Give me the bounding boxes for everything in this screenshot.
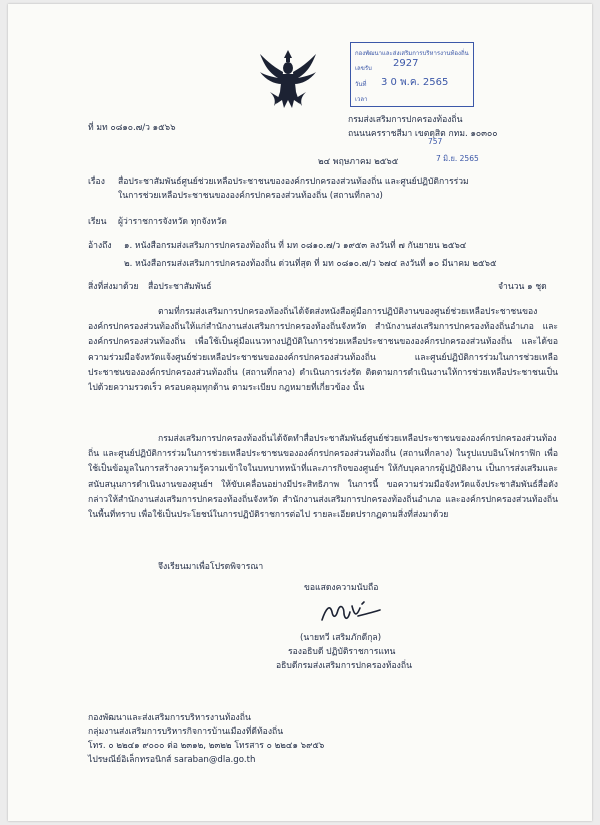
subject-line1: สื่อประชาสัมพันธ์ศูนย์ช่วยเหลือประชาชนขององค์กรปกครองส่วนท้องถิ่น และศูนย์ปฏิบัติการร่วม xyxy=(118,177,469,187)
subject-line2: ในการช่วยเหลือประชาชนขององค์กรปกครองส่วนท้องถิ่น (สถานที่กลาง) xyxy=(118,191,383,201)
stamp-org: กองพัฒนาและส่งเสริมการบริหารงานท้องถิ่น xyxy=(355,50,469,57)
signer-name: (นายทวี เสริมภักดีกุล) xyxy=(300,633,382,643)
footer-group: กลุ่มงานส่งเสริมการบริหารกิจการบ้านเมืองที่ดีท้องถิ่น xyxy=(88,727,284,737)
enclosure-text: สื่อประชาสัมพันธ์ xyxy=(148,282,212,292)
regards: ขอแสดงความนับถือ xyxy=(304,583,379,593)
subject-label: เรื่อง xyxy=(88,177,105,187)
signer-title-2: อธิบดีกรมส่งเสริมการปกครองท้องถิ่น xyxy=(276,661,412,671)
stamp-date: 3 0 พ.ค. 2565 xyxy=(381,77,449,88)
ref-1: ๑. หนังสือกรมส่งเสริมการปกครองท้องถิ่น ที่ มท ๐๘๑๐.๗/ว ๑๙๕๓ ลงวันที่ ๗ กันยายน ๒๕๖๔ xyxy=(124,241,467,251)
stamp-time-label: เวลา xyxy=(355,96,368,103)
footer-email: ไปรษณีย์อิเล็กทรอนิกส์ saraban@dla.go.th xyxy=(88,755,256,765)
doc-date: ๒๔ พฤษภาคม ๒๕๖๕ xyxy=(318,157,399,167)
body-paragraph-2: กรมส่งเสริมการปกครองท้องถิ่นได้จัดทำสื่อประชาสัมพันธ์ศูนย์ช่วยเหลือประชาชนขององค์กรปกครองส่วนท้องถิ่น และศูนย์ปฏิบัติการร่วมในการช่วยเหลือประชาชนขององค์กรปกครองส่วนท้องถิ่น (สถานที่กลาง) ในรูปแบบอินโฟกราฟิก เพื่อใช้เป็นข้อมูลในการสร้างความรู้ความเข้าใจในบทบาทหน้าที่และภารกิจของศูนย์ฯ ให้กับบุคลากรผู้ปฏิบัติงาน เป็นการส่งเสริมและสนับสนุนการดำเนินงานของศูนย์ฯ ให้ขับเคลื่อนอย่างมีประสิทธิภาพ ในการนี้ ขอความร่วมมือจังหวัดแจ้งประชาสัมพันธ์สื่อดังกล่าวให้สำนักงานส่งเสริมการปกครองท้องถิ่นจังหวัด สำนักงานส่งเสริมการปกครองท้องถิ่นอำเภอ และองค์กรปกครองส่วนท้องถิ่นในพื้นที่ทราบ เพื่อใช้เป็นประโยชน์ในการปฏิบัติราชการต่อไป รายละเอียดปรากฏตามสิ่งที่ส่งมาด้วย xyxy=(88,434,558,521)
enclosure-qty: จำนวน ๑ ชุด xyxy=(498,282,547,292)
dept-address: ถนนนครราชสีมา เขตดุสิต กทม. ๑๐๓๐๐ xyxy=(348,129,498,139)
dept-name: กรมส่งเสริมการปกครองท้องถิ่น xyxy=(348,115,463,125)
receipt-stamp xyxy=(350,42,474,107)
stamp2-number: 757 xyxy=(428,137,443,146)
document-page xyxy=(8,4,592,821)
doc-number: ที่ มท ๐๘๑๐.๗/ว ๑๕๖๖ xyxy=(88,123,176,133)
stamp-number: 2927 xyxy=(393,58,419,69)
signer-title-1: รองอธิบดี ปฏิบัติราชการแทน xyxy=(288,647,396,657)
ref-2: ๒. หนังสือกรมส่งเสริมการปกครองท้องถิ่น ด่วนที่สุด ที่ มท ๐๘๑๐.๗/ว ๖๗๔ ลงวันที่ ๑๐ มีนาคม ๒๕๖๕ xyxy=(124,259,497,269)
garuda-emblem-icon xyxy=(258,48,318,112)
enclosure-label: สิ่งที่ส่งมาด้วย xyxy=(88,282,139,292)
to-label: เรียน xyxy=(88,217,107,227)
stamp-number-label: เลขรับ xyxy=(355,65,372,72)
stamp-date-label: วันที่ xyxy=(355,81,367,88)
signature-icon xyxy=(318,598,382,626)
stamp2-date: 7 มิ.ย. 2565 xyxy=(436,154,479,163)
body-paragraph-1: ตามที่กรมส่งเสริมการปกครองท้องถิ่นได้จัดส่งหนังสือคู่มือการปฏิบัติงานของศูนย์ช่วยเหลือประชาชนขององค์กรปกครองส่วนท้องถิ่นให้แก่สำนักงานส่งเสริมการปกครองท้องถิ่นจังหวัด สำนักงานส่งเสริมการปกครองท้องถิ่นอำเภอ และองค์กรปกครองส่วนท้องถิ่น เพื่อใช้เป็นคู่มือแนวทางปฏิบัติในการช่วยเหลือประชาชนขององค์กรปกครองส่วนท้องถิ่น และได้ขอความร่วมมือจังหวัดแจ้งศูนย์ช่วยเหลือประชาชนขององค์กรปกครองส่วนท้องถิ่น และศูนย์ปฏิบัติการร่วมในการช่วยเหลือประชาชนขององค์กรปกครองส่วนท้องถิ่น (สถานที่กลาง) ดำเนินการเร่งรัด ติดตามการดำเนินงานให้การช่วยเหลือประชาชนเป็นไปด้วยความรวดเร็ว ครอบคลุมทุกด้าน ตามระเบียบ กฎหมายที่เกี่ยวข้อง นั้น xyxy=(88,307,558,394)
footer-phone: โทร. ๐ ๒๒๔๑ ๙๐๐๐ ต่อ ๒๓๑๒, ๒๓๒๒ โทรสาร ๐ ๒๒๔๑ ๖๙๕๖ xyxy=(88,741,325,751)
refs-label: อ้างถึง xyxy=(88,241,112,251)
to-text: ผู้ว่าราชการจังหวัด ทุกจังหวัด xyxy=(118,217,227,227)
closing-line: จึงเรียนมาเพื่อโปรดพิจารณา xyxy=(158,562,264,572)
footer-division: กองพัฒนาและส่งเสริมการบริหารงานท้องถิ่น xyxy=(88,713,251,723)
